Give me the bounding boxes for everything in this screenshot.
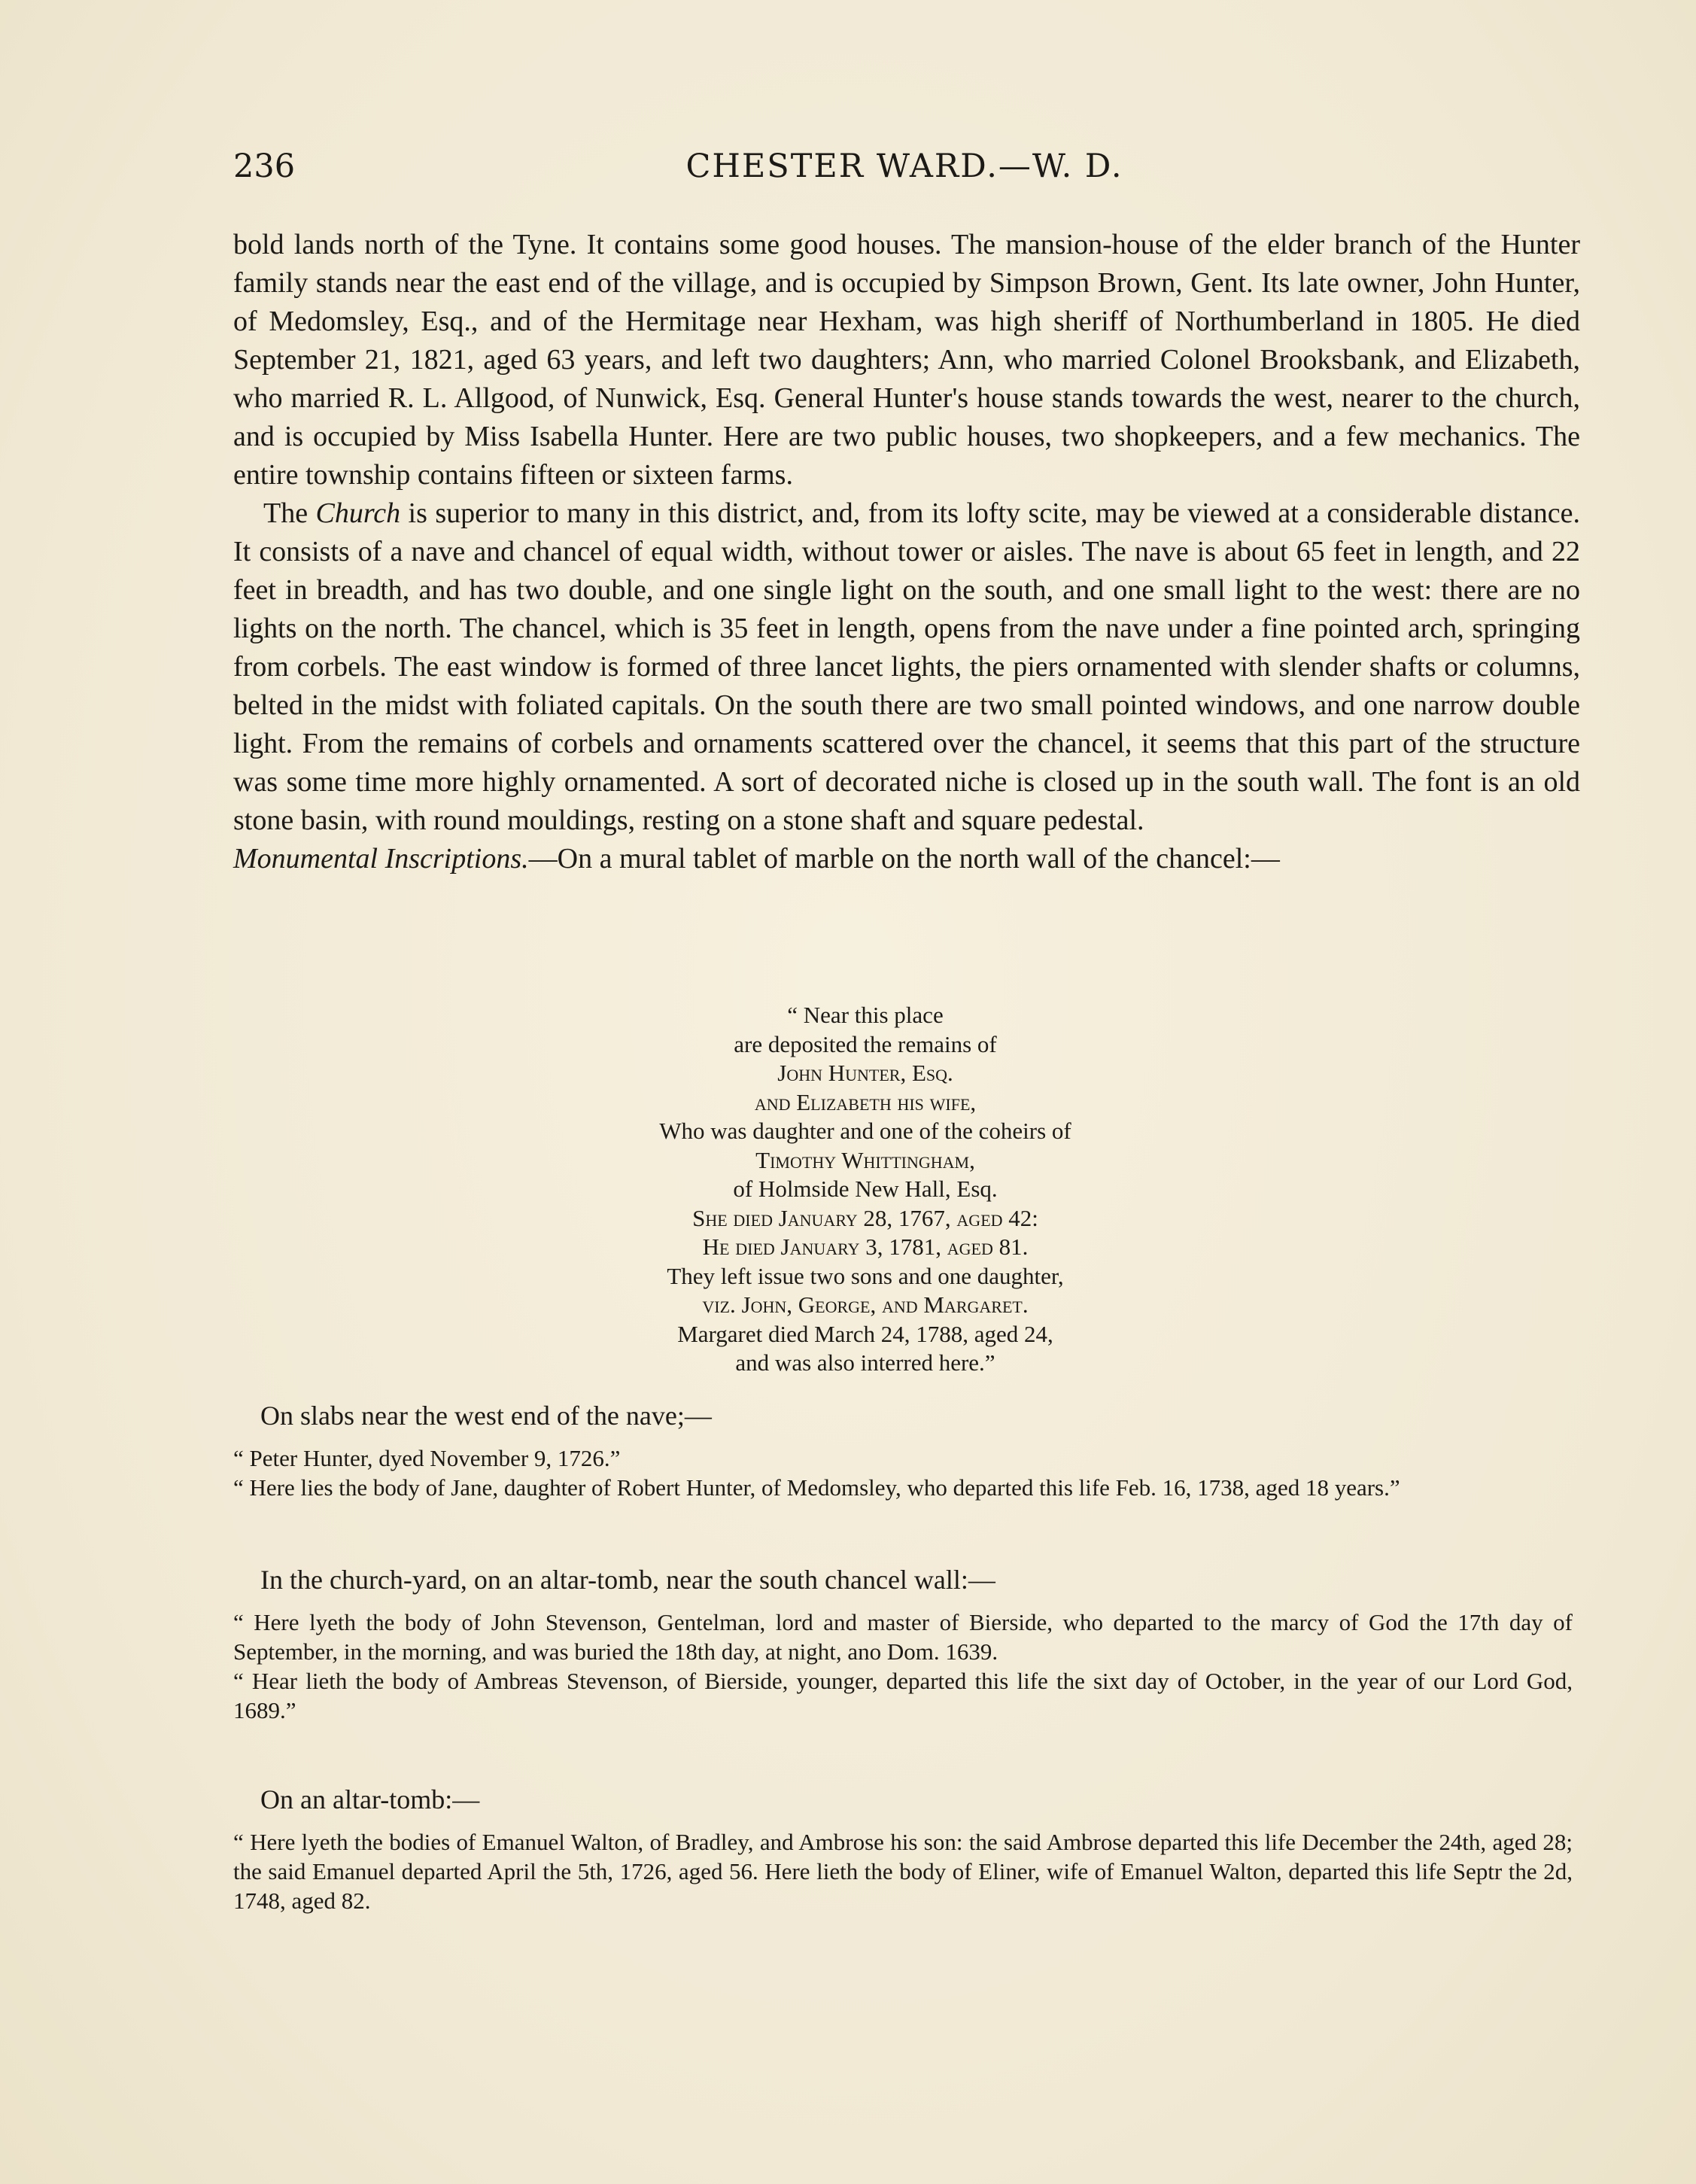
mural-inscription [527, 1001, 1204, 1378]
running-head: CHESTER WARD.—W. D. [685, 148, 1123, 185]
slabs-heading: On slabs near the west end of the nave;— [260, 1401, 712, 1431]
inscription-line: of Holmside New Hall, Esq. [733, 1176, 998, 1202]
inscription-line: Margaret died March 24, 1788, aged 24, [677, 1320, 1053, 1347]
inscription-line: John Hunter, Esq. [777, 1060, 953, 1086]
main-text [233, 226, 1580, 878]
church-lead: The [263, 497, 309, 529]
inscription-line: are deposited the remains of [734, 1030, 997, 1057]
inscription-line: They left issue two sons and one daughter, [667, 1262, 1064, 1289]
inscription-line: and was also interred here.” [735, 1349, 995, 1376]
monumental-text: —On a mural tablet of marble on the north wall of the chancel:— [528, 843, 1280, 875]
altar-tomb-quote: “ Here lyeth the bodies of Emanuel Walton, of Bradley, and Ambrose his son: the said Ambrose departed this life December the 24th, aged 28; the said Emanuel departed April the 5th, 1726, aged 56. Here lieth the body of Eliner, wife of Emanuel Walton, departed this life Septr the 2d, 1748, aged 82. [233, 1829, 1573, 1914]
church-emphasis: Church [315, 497, 401, 529]
paragraph-village: bold lands north of the Tyne. It contains some good houses. The mansion-house of the elder branch of the Hunter family stands near the east end of the village, and is occupied by Simpson Brown, Gent. Its late owner, John Hunter, of Medomsley, Esq., and of the Hermitage near Hexham, was high sheriff of Northumberland in 1805. He died September 21, 1821, aged 63 years, and left two daughters; Ann, who married Colonel Brooksbank, and Elizabeth, who married R. L. Allgood, of Nunwick, Esq. General Hunter's house stands towards the west, nearer to the church, and is occupied by Miss Isabella Hunter. Here are two public houses, two shopkeepers, and a few mechanics. The entire township contains fifteen or sixteen farms. [233, 229, 1580, 491]
monumental-intro [233, 840, 1580, 878]
inscription-line: Who was daughter and one of the coheirs of [659, 1118, 1071, 1144]
churchyard-quote: “ Here lyeth the body of John Stevenson, Gentelman, lord and master of Bierside, who departed to the marcy of God the 17th day of September, in the morning, and was buried the 18th day, at night, ano Dom. 1639. [233, 1609, 1573, 1665]
slab-quote: “ Peter Hunter, dyed November 9, 1726.” [233, 1445, 621, 1471]
churchyard-heading: In the church-yard, on an altar-tomb, near the south chancel wall:— [260, 1565, 995, 1595]
altar-tomb-quote-block [233, 1827, 1573, 1915]
page-header [233, 148, 1576, 193]
inscription-line: He died January 3, 1781, aged 81. [702, 1233, 1029, 1260]
inscription-line: She died January 28, 1767, aged 42: [692, 1204, 1038, 1231]
churchyard-quotes [233, 1608, 1573, 1725]
inscription-line: “ Near this place [787, 1002, 944, 1028]
inscription-line: Timothy Whittingham, [755, 1146, 975, 1173]
slabs-quotes [233, 1443, 1573, 1502]
page-number: 236 [233, 148, 296, 185]
inscription-line: viz. John, George, and Margaret. [702, 1291, 1029, 1318]
slab-quote: “ Here lies the body of Jane, daughter of Robert Hunter, of Medomsley, who departed this life Feb. 16, 1738, aged 18 years.” [233, 1474, 1400, 1501]
paragraph-church [233, 494, 1580, 840]
monumental-label: Monumental Inscriptions. [233, 843, 529, 875]
churchyard-quote: “ Hear lieth the body of Ambreas Stevenson, of Bierside, younger, departed this life the sixt day of October, in the year of our Lord God, 1689.” [233, 1668, 1573, 1723]
church-text: is superior to many in this district, and, from its lofty scite, may be viewed at a considerable distance. It consists of a nave and chancel of equal width, without tower or aisles. The nave is about 65 feet in length, and 22 feet in breadth, and has two double, and one single light on the south, and one small light to the west: there are no lights on the north. The chancel, which is 35 feet in length, opens from the nave under a fine pointed arch, springing from corbels. The east window is formed of three lancet lights, the piers ornamented with slender shafts or columns, belted in the midst with foliated capitals. On the south there are two small pointed windows, and one narrow double light. From the remains of corbels and ornaments scattered over the chancel, it seems that this part of the structure was some time more highly ornamented. A sort of decorated niche is closed up in the south wall. The font is an old stone basin, with round mouldings, resting on a stone shaft and square pedestal. [233, 497, 1581, 836]
inscription-line: and Elizabeth his wife, [754, 1088, 977, 1115]
altar-tomb-heading: On an altar-tomb:— [260, 1784, 480, 1814]
